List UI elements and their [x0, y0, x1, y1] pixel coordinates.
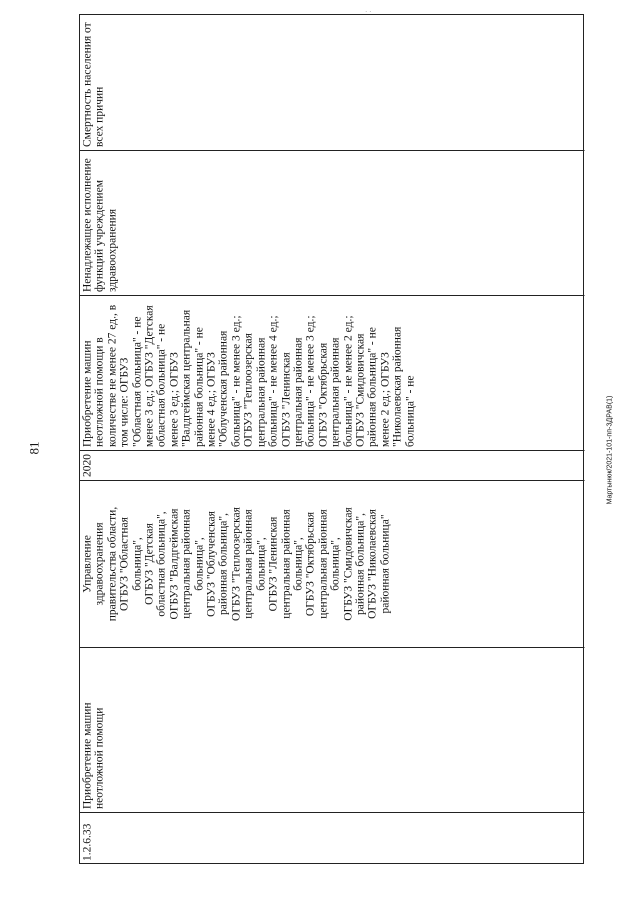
executor-line: центральная районная	[316, 509, 329, 619]
executor-line: ОГБУЗ "Валдгеймская	[167, 508, 180, 620]
page-number: 81	[26, 441, 42, 455]
executor-line: ОГБУЗ "Детская	[143, 523, 156, 605]
executor-line: ОГБУЗ "Теплоозерская	[229, 507, 242, 621]
executor-line: здравоохранения	[93, 522, 106, 606]
executor-line: Управление	[81, 535, 93, 593]
executor-line: больница",	[329, 537, 342, 591]
executor-line: ОГБУЗ "Смидовичская	[341, 507, 354, 621]
executor-line: центральная районная	[180, 509, 193, 619]
executor-line: больница",	[130, 537, 143, 591]
executor-line: больница",	[291, 537, 304, 591]
executor-line: ОГБУЗ "Октябрьская	[304, 511, 317, 617]
executor-line: ОГБУЗ "Облученская	[205, 511, 218, 617]
executor-line: областная больница",	[155, 511, 168, 617]
executor-line: районная больница"	[378, 514, 391, 614]
table	[79, 14, 584, 864]
cell-name: Приобретение машин неотложной помощи	[79, 647, 584, 812]
footer-code	[600, 395, 620, 505]
executor-line: центральная районная	[242, 509, 255, 619]
cell-executors	[79, 480, 584, 647]
executor-line: центральная районная	[279, 509, 292, 619]
executor-line: районная больница",	[217, 513, 230, 615]
executor-line: правительства области,	[105, 506, 118, 622]
cell-result: Приобретение машин неотложной помощи в количестве не менее 27 ед., в том числе: ОГБУЗ "Областная больница" - не менее 3 ед.; ОГБУЗ "Детская областная больница" - не менее 3 ед.; ОГБУЗ "Валдгеймская центральная районная больница" - не менее 4 ед.; ОГБУЗ "Облученская районная больница" - не менее 3 ед.; ОГБУЗ "Теплоозерская центральная районная больница" - не менее 4 ед.; ОГБУЗ "Ленинская центральная районная больница" - не менее 3 ед.; ОГБУЗ "Октябрьская центральная районная больница" - не менее 2 ед.; ОГБУЗ "Смидовичская районная больница" - не менее 2 ед.; ОГБУЗ "Николаевская районная больница" - не	[79, 295, 584, 450]
executor-line: больница",	[192, 537, 205, 591]
executor-line: ОГБУЗ "Областная	[118, 517, 131, 611]
cell-indicator: Смертность населения от всех причин	[81, 22, 106, 147]
footer-code-text: Мартынюк/2021-101-пп-ЗДРАВ(1)	[606, 395, 614, 505]
cell-risk: Ненадлежащее исполнение функций учреждением здравоохранения	[79, 150, 584, 295]
cell-year: 2020	[79, 450, 584, 480]
cell-code: 1.2.6.33	[79, 812, 584, 864]
table-row	[79, 14, 584, 864]
executor-line: больница",	[254, 537, 267, 591]
executor-line: ОГБУЗ "Ленинская	[267, 516, 280, 612]
scan-mark: · ·	[365, 8, 372, 16]
executor-line: ОГБУЗ "Николаевская	[366, 509, 379, 619]
executor-line: районная больница",	[353, 513, 366, 615]
